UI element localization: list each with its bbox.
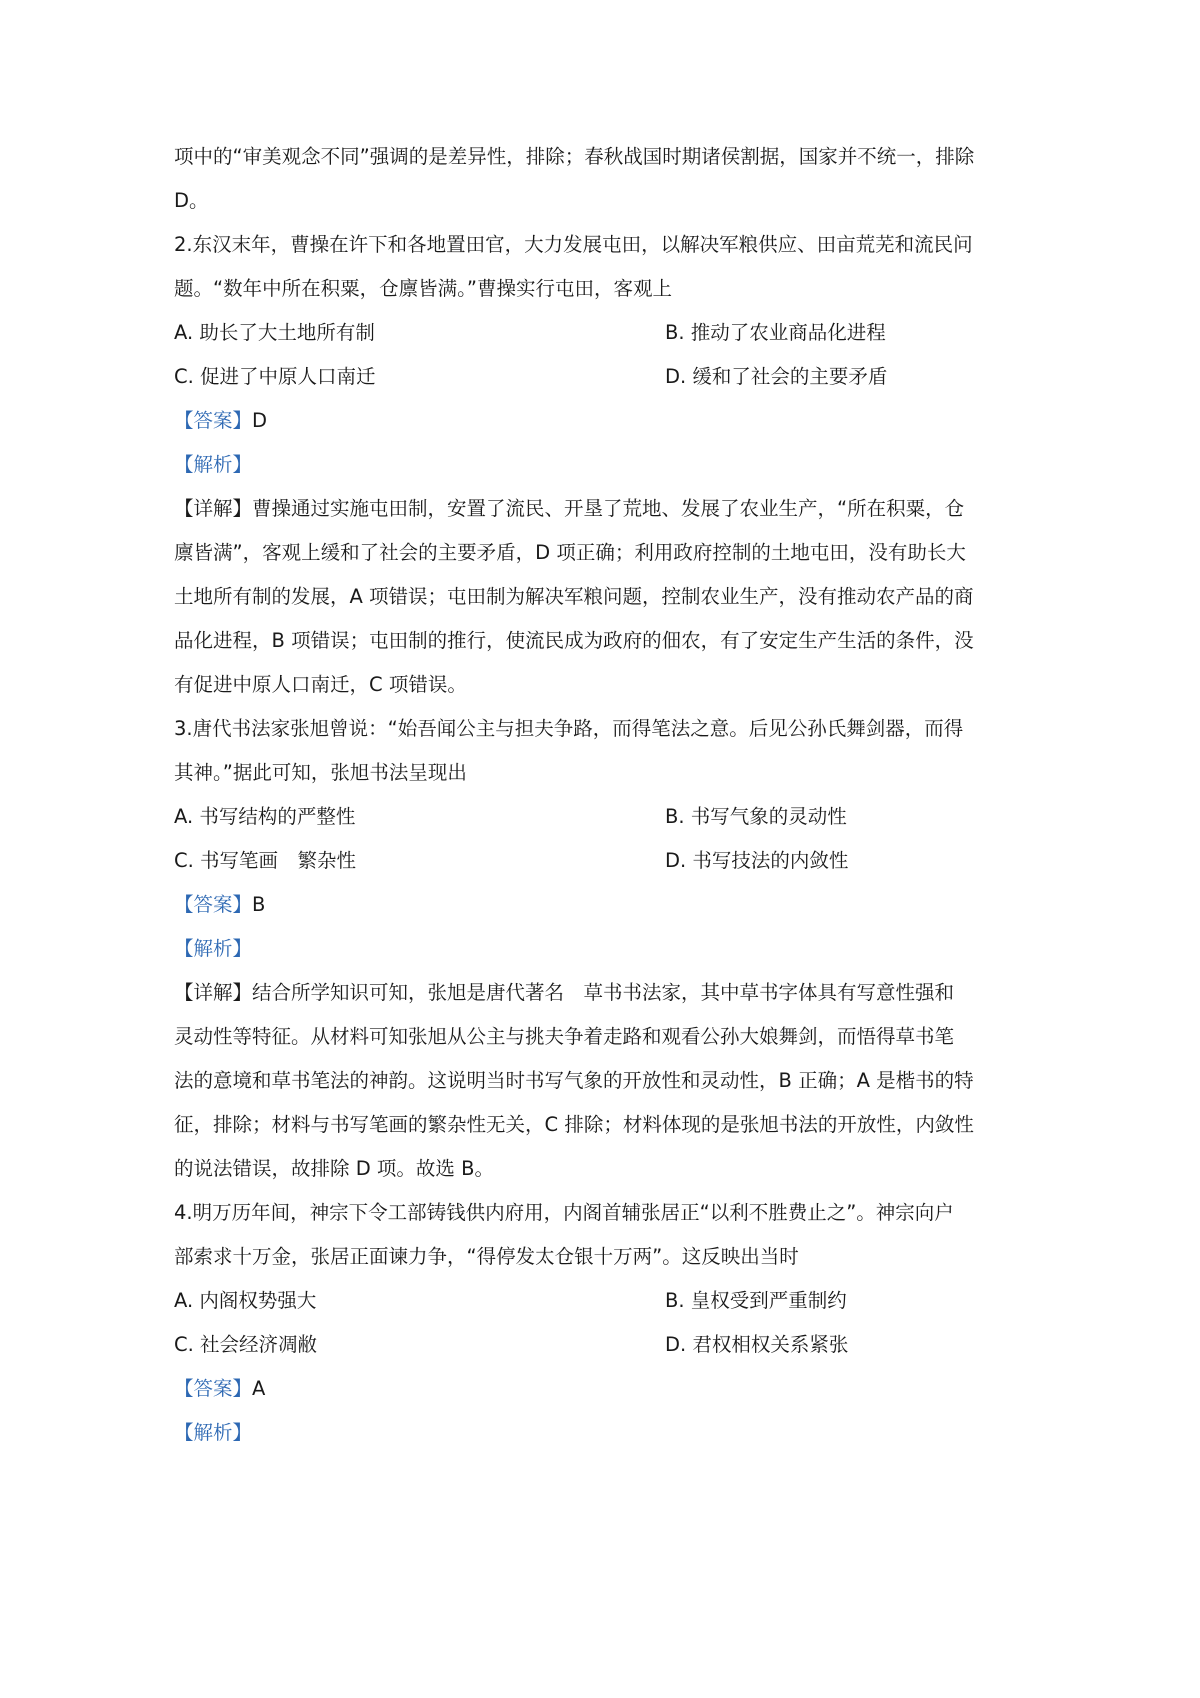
q3-answer xyxy=(174,893,265,917)
answer-tag: 【答案】 xyxy=(174,1377,253,1400)
q2-option-b: B. 推动了农业商品化进程 xyxy=(665,321,886,344)
answer-value: D xyxy=(252,409,268,432)
q2-detail-line-2: 廪皆满”，客观上缓和了社会的主要矛盾，D 项正确；利用政府控制的土地屯田，没有助长大 xyxy=(174,541,966,564)
q2-detail-line-3: 土地所有制的发展，A 项错误；屯田制为解决军粮问题，控制农业生产，没有推动农产品的商 xyxy=(174,585,974,608)
prev-answer-line-1: 项中的“审美观念不同”强调的是差异性，排除；春秋战国时期诸侯割据，国家并不统一，排除 xyxy=(174,145,975,168)
q2-detail-line-1 xyxy=(174,497,964,521)
q4-option-b: B. 皇权受到严重制约 xyxy=(665,1289,847,1312)
detail-tag: 【详解】 xyxy=(174,497,253,520)
q3-option-b: B. 书写气象的灵动性 xyxy=(665,805,847,828)
analysis-tag: 【解析】 xyxy=(174,453,253,476)
q4-answer xyxy=(174,1377,265,1401)
answer-tag: 【答案】 xyxy=(174,893,253,916)
q2-answer xyxy=(174,409,267,433)
q4-option-c: C. 社会经济凋敝 xyxy=(174,1333,318,1356)
q4-option-d: D. 君权相权关系紧张 xyxy=(665,1333,849,1356)
q3-analysis-heading xyxy=(174,937,252,961)
q4-analysis-heading xyxy=(174,1421,252,1445)
q2-stem-line-1: 2.东汉末年，曹操在许下和各地置田官，大力发展屯田，以解决军粮供应、田亩荒芜和流民问 xyxy=(174,233,973,256)
analysis-tag: 【解析】 xyxy=(174,1421,253,1444)
q4-option-a: A. 内阁权势强大 xyxy=(174,1289,317,1312)
answer-tag: 【答案】 xyxy=(174,409,253,432)
detail-tag: 【详解】 xyxy=(174,981,253,1004)
q3-option-c: C. 书写笔画 繁杂性 xyxy=(174,849,357,872)
q2-stem-line-2: 题。“数年中所在积粟，仓廪皆满。”曹操实行屯田，客观上 xyxy=(174,277,672,300)
q2-option-c: C. 促进了中原人口南迁 xyxy=(174,365,376,388)
q3-detail-line-5: 的说法错误，故排除 D 项。故选 B。 xyxy=(174,1157,494,1180)
answer-value: A xyxy=(252,1377,266,1400)
prev-answer-line-2: D。 xyxy=(174,189,209,212)
q2-option-d: D. 缓和了社会的主要矛盾 xyxy=(665,365,888,388)
q3-detail-line-4: 征，排除；材料与书写笔画的繁杂性无关，C 排除；材料体现的是张旭书法的开放性，内敛性 xyxy=(174,1113,974,1136)
q3-detail-line-2: 灵动性等特征。从材料可知张旭从公主与挑夫争着走路和观看公孙大娘舞剑，而悟得草书笔 xyxy=(174,1025,955,1048)
q3-detail-line-3: 法的意境和草书笔法的神韵。这说明当时书写气象的开放性和灵动性，B 正确；A 是楷书的特 xyxy=(174,1069,974,1092)
q2-analysis-heading xyxy=(174,453,252,477)
q3-detail-line-1 xyxy=(174,981,954,1005)
q4-stem-line-1: 4.明万历年间，神宗下令工部铸钱供内府用，内阁首辅张居正“以利不胜费止之”。神宗向户 xyxy=(174,1201,954,1224)
analysis-tag: 【解析】 xyxy=(174,937,253,960)
answer-value: B xyxy=(252,893,266,916)
q3-option-a: A. 书写结构的严整性 xyxy=(174,805,356,828)
q2-option-a: A. 助长了大土地所有制 xyxy=(174,321,375,344)
q3-stem-line-2: 其神。”据此可知，张旭书法呈现出 xyxy=(174,761,467,784)
q2-detail-line-4: 品化进程，B 项错误；屯田制的推行，使流民成为政府的佃农，有了安定生产生活的条件，没 xyxy=(174,629,974,652)
q3-option-d: D. 书写技法的内敛性 xyxy=(665,849,849,872)
q2-detail-line-5: 有促进中原人口南迁，C 项错误。 xyxy=(174,673,467,696)
detail-text: 曹操通过实施屯田制，安置了流民、开垦了荒地、发展了农业生产，“所在积粟，仓 xyxy=(252,497,965,520)
detail-text: 结合所学知识可知，张旭是唐代著名 草书书法家，其中草书字体具有写意性强和 xyxy=(252,981,955,1004)
q4-stem-line-2: 部索求十万金，张居正面谏力争，“得停发太仓银十万两”。这反映出当时 xyxy=(174,1245,799,1268)
q3-stem-line-1: 3.唐代书法家张旭曾说：“始吾闻公主与担夫争路，而得笔法之意。后见公孙氏舞剑器，而得 xyxy=(174,717,964,740)
